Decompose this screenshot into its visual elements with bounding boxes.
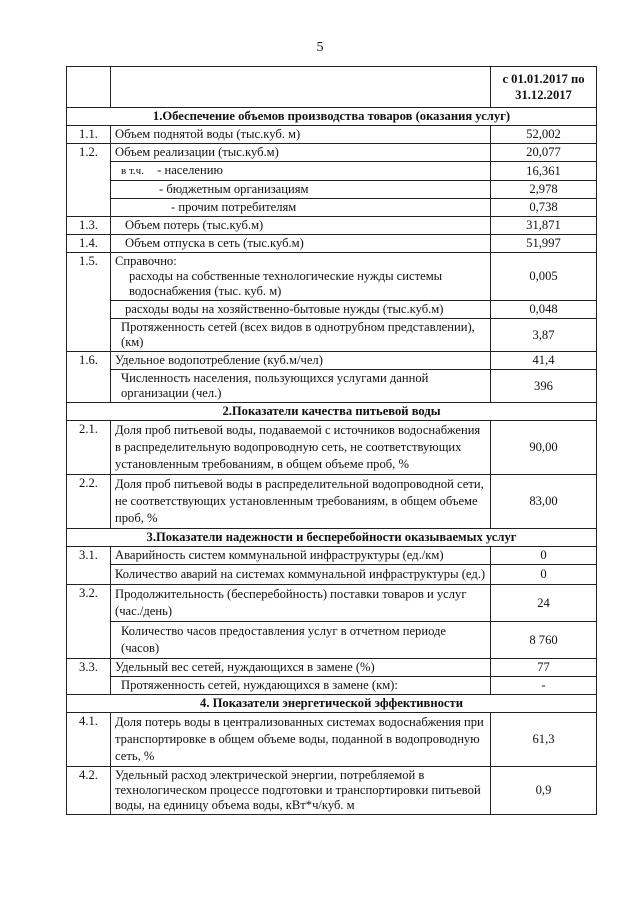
table-row bbox=[67, 547, 597, 565]
row-label: Протяженность сетей, нуждающихся в замене (км): bbox=[111, 677, 491, 695]
row-value: 52,002 bbox=[491, 126, 597, 144]
row-value: 31,871 bbox=[491, 217, 597, 235]
row-label: Удельный вес сетей, нуждающихся в замене (%) bbox=[111, 659, 491, 677]
row-label: Количество часов предоставления услуг в отчетном периоде (часов) bbox=[111, 622, 491, 659]
table-row bbox=[67, 585, 597, 622]
section-1-title: 1.Обеспечение объемов производства товаров (оказания услуг) bbox=[67, 108, 597, 126]
row-value: 41,4 bbox=[491, 352, 597, 370]
table-row bbox=[67, 301, 597, 319]
table-row bbox=[67, 370, 597, 403]
row-value: 20,077 bbox=[491, 144, 597, 162]
row-label: Доля потерь воды в централизованных системах водоснабжения при транспортировке в общем объеме воды, поданной в водопроводную сеть, % bbox=[111, 713, 491, 767]
row-value: 8 760 bbox=[491, 622, 597, 659]
row-prefix: в т.ч. bbox=[121, 165, 144, 177]
table-row bbox=[67, 565, 597, 585]
row-label-heading: Справочно: bbox=[115, 254, 177, 268]
header-label-cell bbox=[111, 67, 491, 108]
row-value: 83,00 bbox=[491, 475, 597, 529]
table-row bbox=[67, 181, 597, 199]
row-label: Удельный расход электрической энергии, потребляемой в технологическом процессе подготовки и транспортировки питьевой воды, на единицу объема воды, кВт*ч/куб. м bbox=[111, 767, 491, 815]
row-label: Доля проб питьевой воды, подаваемой с источников водоснабжения в распределительную водопроводную сеть, не соответствующих установленным требованиям, в общем объеме проб, % bbox=[111, 421, 491, 475]
row-value: 51,997 bbox=[491, 235, 597, 253]
header-num-cell bbox=[67, 67, 111, 108]
row-number: 2.2. bbox=[67, 475, 111, 529]
section-3-title: 3.Показатели надежности и бесперебойности оказываемых услуг bbox=[67, 529, 597, 547]
table-row bbox=[67, 144, 597, 162]
row-value: - bbox=[491, 677, 597, 695]
row-label: Удельное водопотребление (куб.м/чел) bbox=[111, 352, 491, 370]
table-row bbox=[67, 217, 597, 235]
row-value: 396 bbox=[491, 370, 597, 403]
row-number: 1.2. bbox=[67, 144, 111, 217]
table-row bbox=[67, 199, 597, 217]
row-label: Объем поднятой воды (тыс.куб. м) bbox=[111, 126, 491, 144]
table-row bbox=[67, 677, 597, 695]
table-row bbox=[67, 253, 597, 301]
row-label: расходы воды на хозяйственно-бытовые нужды (тыс.куб.м) bbox=[111, 301, 491, 319]
row-value: 16,361 bbox=[491, 162, 597, 181]
row-value: 0 bbox=[491, 565, 597, 585]
row-label: Объем потерь (тыс.куб.м) bbox=[111, 217, 491, 235]
table-row bbox=[67, 235, 597, 253]
row-number: 3.3. bbox=[67, 659, 111, 695]
row-value: 61,3 bbox=[491, 713, 597, 767]
row-label: Объем реализации (тыс.куб.м) bbox=[111, 144, 491, 162]
row-label: - прочим потребителям bbox=[111, 199, 491, 217]
table-row bbox=[67, 126, 597, 144]
row-number: 1.5. bbox=[67, 253, 111, 352]
table-row bbox=[67, 162, 597, 181]
table-row bbox=[67, 352, 597, 370]
row-value: 77 bbox=[491, 659, 597, 677]
row-label-text: - населению bbox=[157, 163, 223, 177]
row-value: 24 bbox=[491, 585, 597, 622]
row-value: 90,00 bbox=[491, 421, 597, 475]
row-value: 0,9 bbox=[491, 767, 597, 815]
row-number: 1.3. bbox=[67, 217, 111, 235]
table-row bbox=[67, 713, 597, 767]
section-title-row bbox=[67, 529, 597, 547]
section-4-title: 4. Показатели энергетической эффективности bbox=[67, 695, 597, 713]
table-row bbox=[67, 622, 597, 659]
header-period: с 01.01.2017 по 31.12.2017 bbox=[491, 67, 597, 108]
row-value: 3,87 bbox=[491, 319, 597, 352]
row-label: Доля проб питьевой воды в распределительной водопроводной сети, не соответствующих установленным требованиям, в общем объеме проб, % bbox=[111, 475, 491, 529]
table-row bbox=[67, 475, 597, 529]
row-number: 1.6. bbox=[67, 352, 111, 403]
row-value: 0,048 bbox=[491, 301, 597, 319]
row-label: - бюджетным организациям bbox=[111, 181, 491, 199]
table-header-row bbox=[67, 67, 597, 108]
row-number: 3.1. bbox=[67, 547, 111, 585]
indicators-table bbox=[66, 66, 597, 815]
row-label: Объем отпуска в сеть (тыс.куб.м) bbox=[111, 235, 491, 253]
row-label-detail: расходы на собственные технологические нужды системы водоснабжения (тыс. куб. м) bbox=[129, 269, 443, 298]
row-value: 0 bbox=[491, 547, 597, 565]
row-label: Протяженность сетей (всех видов в однотрубном представлении), (км) bbox=[111, 319, 491, 352]
row-number: 1.1. bbox=[67, 126, 111, 144]
row-label bbox=[111, 162, 491, 181]
row-value: 0,738 bbox=[491, 199, 597, 217]
section-title-row bbox=[67, 695, 597, 713]
row-value: 0,005 bbox=[491, 253, 597, 301]
table-row bbox=[67, 319, 597, 352]
row-value: 2,978 bbox=[491, 181, 597, 199]
row-label: Аварийность систем коммунальной инфраструктуры (ед./км) bbox=[111, 547, 491, 565]
row-label: Продолжительность (бесперебойность) поставки товаров и услуг (час./день) bbox=[111, 585, 491, 622]
row-label bbox=[111, 253, 491, 301]
table-row bbox=[67, 767, 597, 815]
row-number: 2.1. bbox=[67, 421, 111, 475]
section-title-row bbox=[67, 403, 597, 421]
page-number: 5 bbox=[316, 40, 324, 55]
row-label: Количество аварий на системах коммунальной инфраструктуры (ед.) bbox=[111, 565, 491, 585]
row-number: 4.2. bbox=[67, 767, 111, 815]
section-2-title: 2.Показатели качества питьевой воды bbox=[67, 403, 597, 421]
row-number: 4.1. bbox=[67, 713, 111, 767]
row-number: 3.2. bbox=[67, 585, 111, 659]
row-label: Численность населения, пользующихся услугами данной организации (чел.) bbox=[111, 370, 491, 403]
table-row bbox=[67, 659, 597, 677]
row-number: 1.4. bbox=[67, 235, 111, 253]
section-title-row bbox=[67, 108, 597, 126]
table-row bbox=[67, 421, 597, 475]
